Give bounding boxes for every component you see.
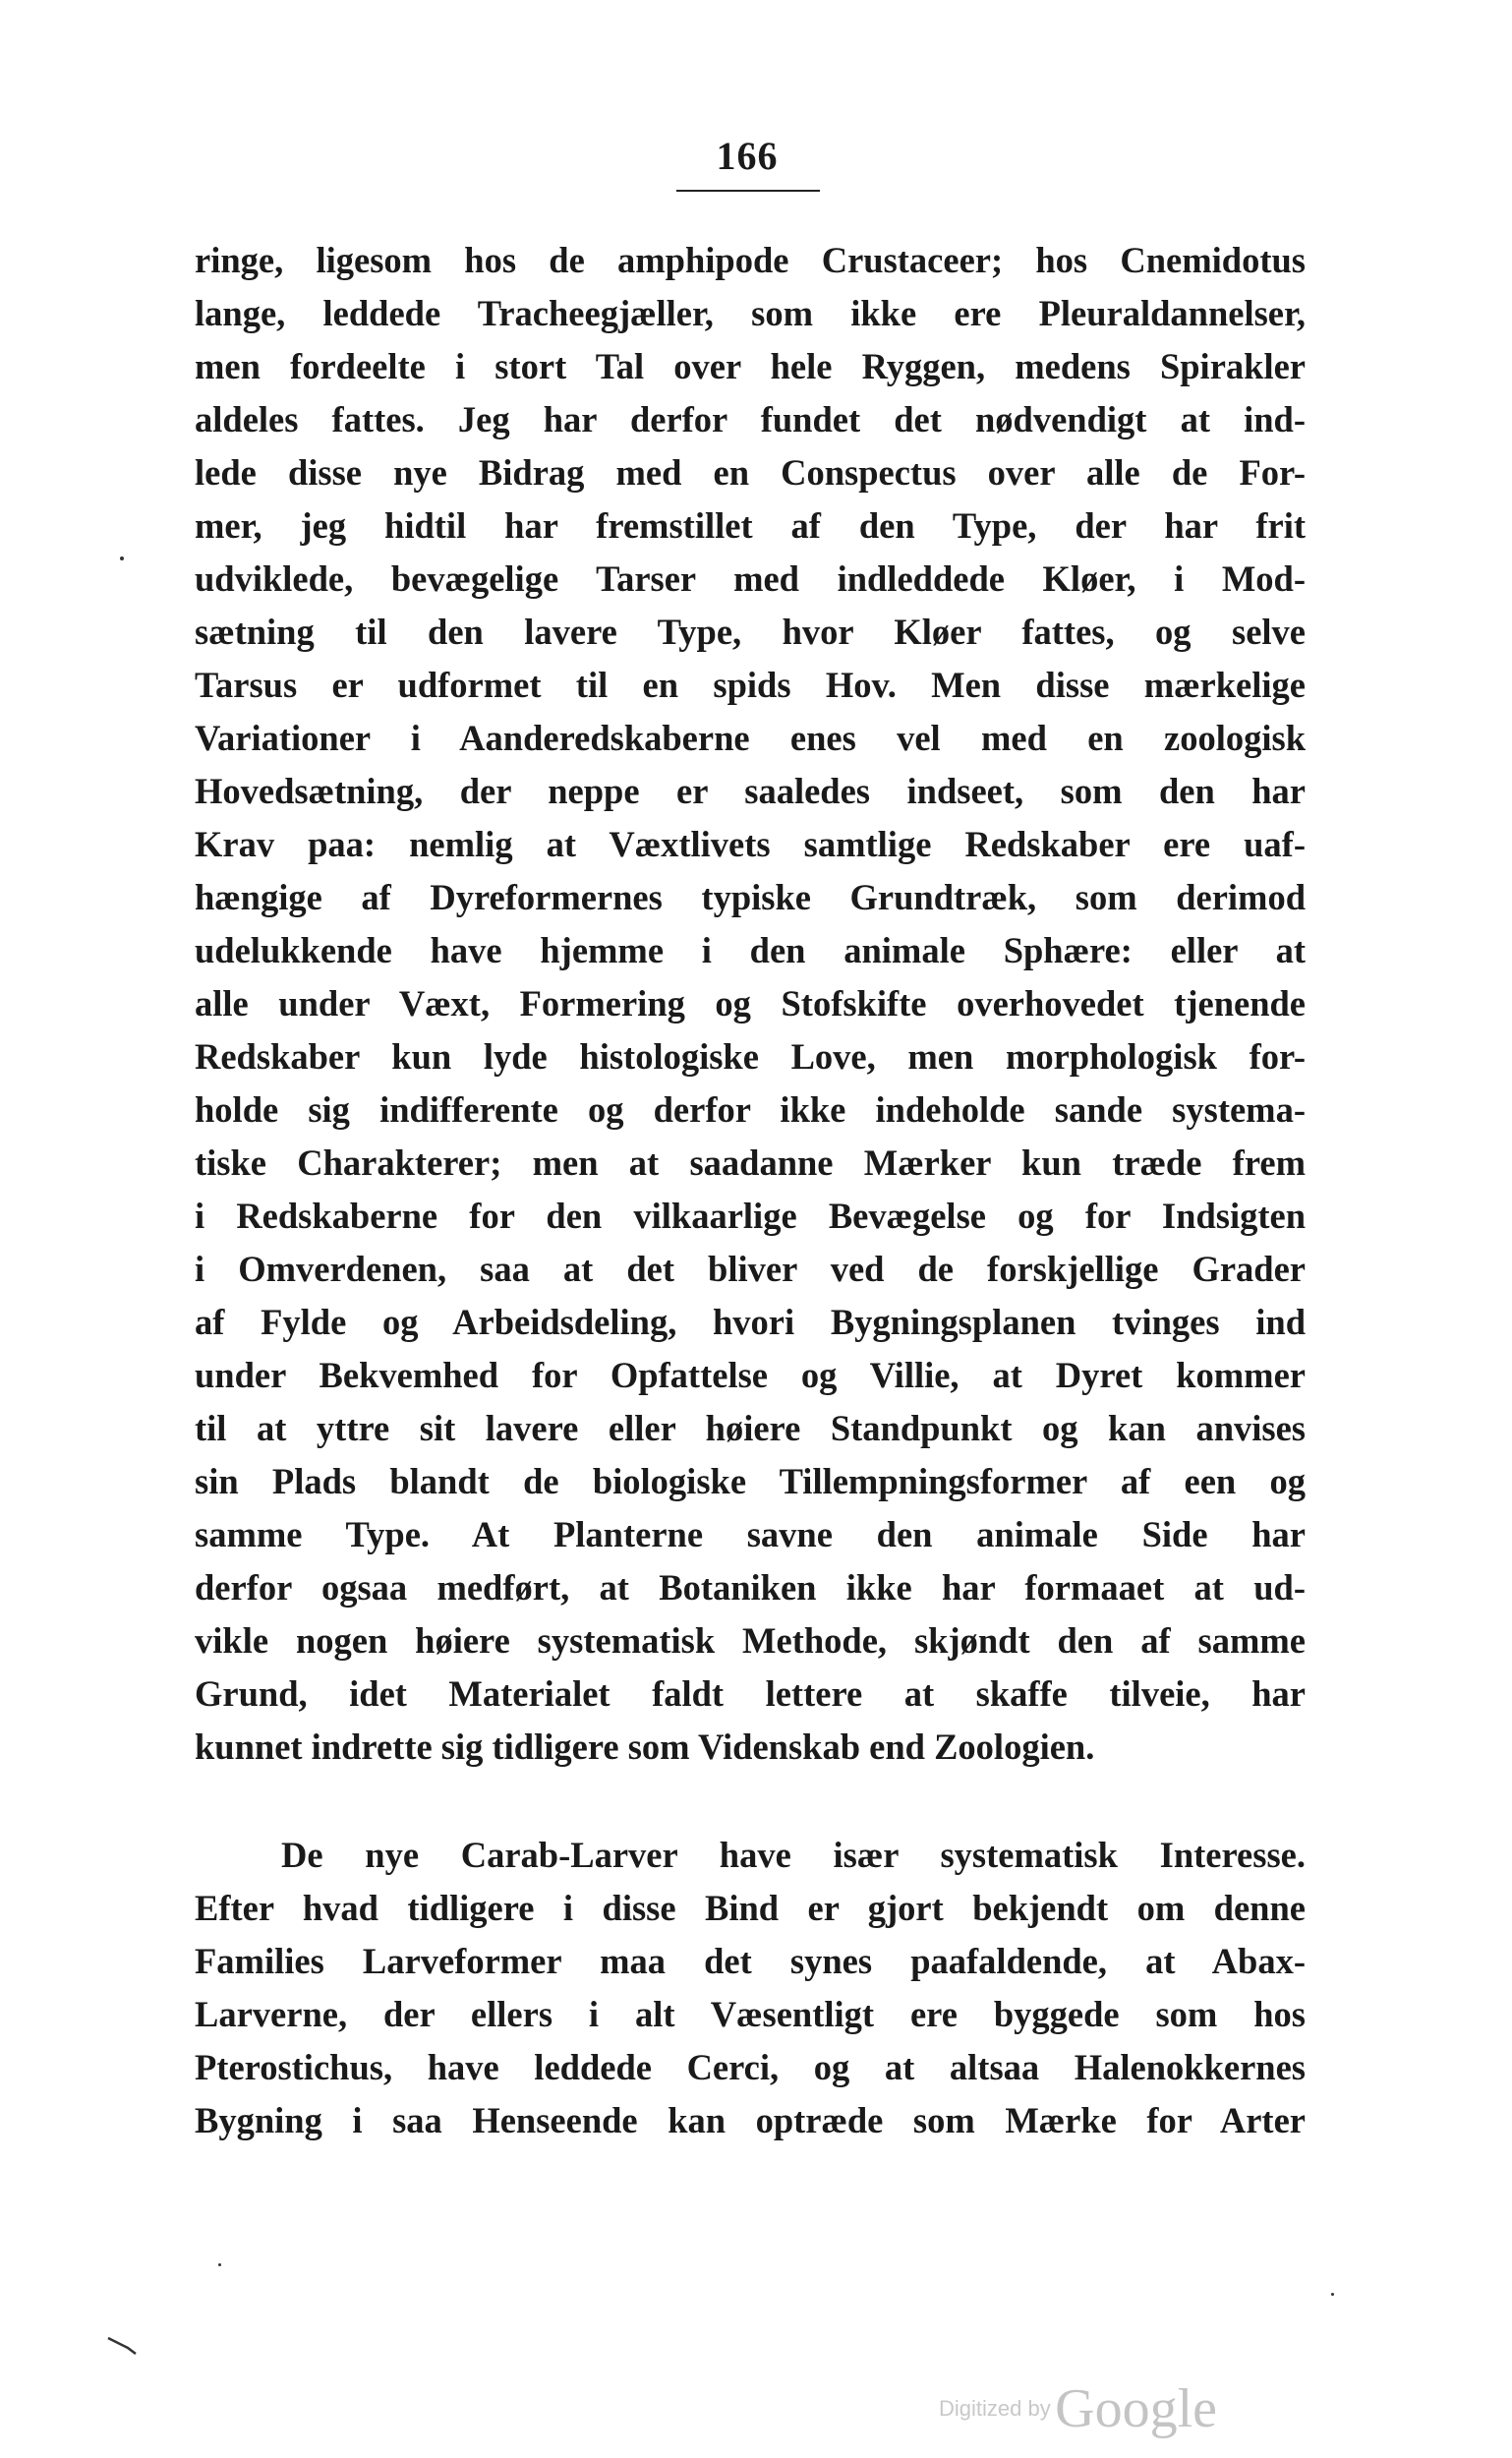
- text-line: kunnet indrette sig tidligere som Videnskab end Zoologien.: [195, 1726, 1095, 1767]
- text-line: Redskaber kun lyde histologiske Love, men morphologisk for-: [195, 1036, 1306, 1077]
- text-line: under Bekvemhed for Opfattelse og Villie, at Dyret kommer: [195, 1355, 1306, 1395]
- text-line: holde sig indifferente og derfor ikke indeholde sande systema-: [195, 1089, 1306, 1130]
- scan-speck: [218, 2263, 221, 2266]
- text-line: sin Plads blandt de biologiske Tillempningsformer af een og: [195, 1461, 1306, 1501]
- text-line: i Redskaberne for den vilkaarlige Bevægelse og for Indsigten: [195, 1196, 1306, 1236]
- text-line: mer, jeg hidtil har fremstillet af den Type, der har frit: [195, 505, 1306, 546]
- text-line: Families Larveformer maa det synes paafaldende, at Abax-: [195, 1941, 1306, 1981]
- text-line: Hovedsætning, der neppe er saaledes indseet, som den har: [195, 771, 1306, 811]
- text-line: alle under Væxt, Formering og Stofskifte overhovedet tjenende: [195, 983, 1306, 1024]
- text-line: vikle nogen høiere systematisk Methode, skjøndt den af samme: [195, 1620, 1306, 1661]
- text-line: Larverne, der ellers i alt Væsentligt ere byggede som hos: [195, 1994, 1306, 2034]
- text-line: hængige af Dyreformernes typiske Grundtræk, som derimod: [195, 877, 1306, 917]
- text-line: Krav paa: nemlig at Væxtlivets samtlige Redskaber ere uaf-: [195, 824, 1306, 864]
- paragraph-1: [195, 234, 1306, 1774]
- scan-speck: [1331, 2293, 1334, 2296]
- paragraph-2: [195, 1829, 1306, 2147]
- watermark-prefix: Digitized by: [939, 2396, 1051, 2421]
- text-line: Variationer i Aanderedskaberne enes vel med en zoologisk: [195, 718, 1306, 758]
- text-line: udviklede, bevægelige Tarser med indleddede Kløer, i Mod-: [195, 558, 1306, 599]
- text-line: De nye Carab-Larver have især systematisk Interesse.: [281, 1835, 1306, 1875]
- text-line: lede disse nye Bidrag med en Conspectus over alle de For-: [195, 452, 1306, 493]
- text-line: aldeles fattes. Jeg har derfor fundet det nødvendigt at ind-: [195, 399, 1306, 439]
- page-number-rule: [676, 190, 820, 192]
- text-line: tiske Charakterer; men at saadanne Mærker kun træde frem: [195, 1142, 1306, 1183]
- scan-stroke-mark: [106, 2334, 140, 2356]
- digitized-by-google-watermark: [939, 2377, 1217, 2440]
- text-line: udelukkende have hjemme i den animale Sphære: eller at: [195, 930, 1306, 970]
- text-line: Efter hvad tidligere i disse Bind er gjort bekjendt om denne: [195, 1888, 1306, 1928]
- text-line: Pterostichus, have leddede Cerci, og at altsaa Halenokkernes: [195, 2047, 1306, 2087]
- text-line: lange, leddede Tracheegjæller, som ikke ere Pleuraldannelser,: [195, 293, 1306, 333]
- text-line: til at yttre sit lavere eller høiere Standpunkt og kan anvises: [195, 1408, 1306, 1448]
- page-number: 166: [716, 134, 779, 178]
- text-line: ringe, ligesom hos de amphipode Crustaceer; hos Cnemidotus: [195, 240, 1306, 280]
- google-logo: Google: [1055, 2378, 1218, 2439]
- text-line: derfor ogsaa medført, at Botaniken ikke har formaaet at ud-: [195, 1567, 1306, 1608]
- text-line: Grund, idet Materialet faldt lettere at skaffe tilveie, har: [195, 1673, 1306, 1714]
- text-line: i Omverdenen, saa at det bliver ved de forskjellige Grader: [195, 1249, 1306, 1289]
- scan-speck: [120, 556, 124, 560]
- text-line: samme Type. At Planterne savne den animale Side har: [195, 1514, 1306, 1554]
- text-line: Tarsus er udformet til en spids Hov. Men disse mærkelige: [195, 665, 1306, 705]
- text-line: Bygning i saa Henseende kan optræde som Mærke for Arter: [195, 2100, 1306, 2140]
- text-line: af Fylde og Arbeidsdeling, hvori Bygningsplanen tvinges ind: [195, 1302, 1306, 1342]
- text-line: sætning til den lavere Type, hvor Kløer fattes, og selve: [195, 612, 1306, 652]
- text-line: men fordeelte i stort Tal over hele Ryggen, medens Spirakler: [195, 346, 1306, 386]
